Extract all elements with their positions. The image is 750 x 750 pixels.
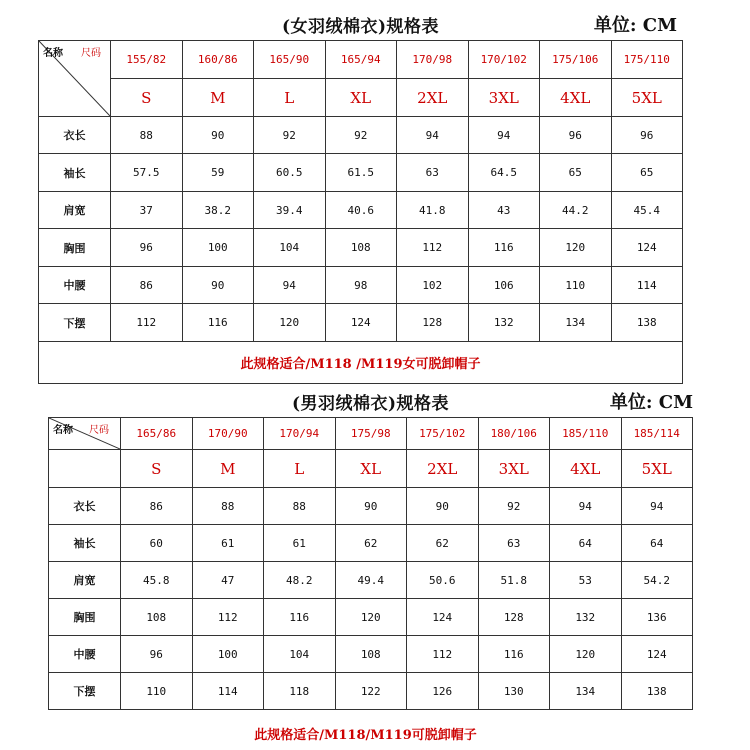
cell-value: 132 xyxy=(550,599,622,636)
cell-value: 90 xyxy=(182,267,254,304)
cell-value: 134 xyxy=(550,673,622,710)
cell-value: 130 xyxy=(478,673,550,710)
men-code: 170/90 xyxy=(192,418,264,450)
cell-value: 65 xyxy=(611,154,683,192)
cell-value: 51.8 xyxy=(478,562,550,599)
cell-value: 49.4 xyxy=(335,562,407,599)
men-note: 此规格适合/M118/M119可脱卸帽子 xyxy=(254,728,477,743)
cell-value: 43 xyxy=(468,192,540,229)
men-code: 175/102 xyxy=(407,418,479,450)
cell-value: 94 xyxy=(254,267,326,304)
cell-value: 124 xyxy=(621,636,693,673)
cell-value: 108 xyxy=(335,636,407,673)
cell-value: 57.5 xyxy=(111,154,183,192)
men-code: 180/106 xyxy=(478,418,550,450)
cell-value: 112 xyxy=(407,636,479,673)
cell-value: 104 xyxy=(254,229,326,267)
cell-value: 88 xyxy=(192,488,264,525)
cell-value: 96 xyxy=(111,229,183,267)
cell-value: 106 xyxy=(468,267,540,304)
table-row xyxy=(39,267,683,304)
women-corner-cell xyxy=(39,41,111,117)
cell-value: 124 xyxy=(407,599,479,636)
cell-value: 122 xyxy=(335,673,407,710)
women-corner-size: 尺码 xyxy=(81,48,101,59)
women-note: 此规格适合/M118 /M119女可脱卸帽子 xyxy=(39,342,683,384)
cell-value: 96 xyxy=(540,117,612,154)
women-size: L xyxy=(254,79,326,117)
cell-value: 90 xyxy=(407,488,479,525)
men-size: L xyxy=(264,450,336,488)
row-label: 袖长 xyxy=(49,525,121,562)
cell-value: 44.2 xyxy=(540,192,612,229)
cell-value: 63 xyxy=(397,154,469,192)
cell-value: 94 xyxy=(468,117,540,154)
men-corner-size: 尺码 xyxy=(89,425,109,436)
men-size: XL xyxy=(335,450,407,488)
cell-value: 86 xyxy=(111,267,183,304)
cell-value: 112 xyxy=(397,229,469,267)
table-row xyxy=(49,488,693,525)
cell-value: 90 xyxy=(182,117,254,154)
cell-value: 96 xyxy=(121,636,193,673)
row-label: 中腰 xyxy=(49,636,121,673)
women-code: 170/102 xyxy=(468,41,540,79)
cell-value: 110 xyxy=(121,673,193,710)
women-size-row xyxy=(39,79,683,117)
women-size-chart xyxy=(38,6,683,384)
cell-value: 65 xyxy=(540,154,612,192)
cell-value: 120 xyxy=(550,636,622,673)
row-label: 中腰 xyxy=(39,267,111,304)
cell-value: 61.5 xyxy=(325,154,397,192)
cell-value: 92 xyxy=(325,117,397,154)
cell-value: 88 xyxy=(264,488,336,525)
cell-value: 116 xyxy=(468,229,540,267)
table-row xyxy=(49,599,693,636)
men-code: 175/98 xyxy=(335,418,407,450)
cell-value: 120 xyxy=(540,229,612,267)
row-label: 衣长 xyxy=(49,488,121,525)
cell-value: 138 xyxy=(621,673,693,710)
row-label: 胸围 xyxy=(49,599,121,636)
women-corner-name: 名称 xyxy=(43,48,63,59)
men-code-row xyxy=(49,418,693,450)
cell-value: 116 xyxy=(478,636,550,673)
women-code: 165/94 xyxy=(325,41,397,79)
cell-value: 45.4 xyxy=(611,192,683,229)
men-code: 170/94 xyxy=(264,418,336,450)
women-code-row xyxy=(39,41,683,79)
cell-value: 62 xyxy=(335,525,407,562)
cell-value: 94 xyxy=(550,488,622,525)
cell-value: 124 xyxy=(325,304,397,342)
cell-value: 96 xyxy=(611,117,683,154)
cell-value: 92 xyxy=(254,117,326,154)
cell-value: 104 xyxy=(264,636,336,673)
men-unit-label: 单位: CM xyxy=(609,392,693,413)
cell-value: 112 xyxy=(111,304,183,342)
women-title-row xyxy=(38,6,683,40)
cell-value: 116 xyxy=(182,304,254,342)
cell-value: 88 xyxy=(111,117,183,154)
table-row xyxy=(49,525,693,562)
cell-value: 100 xyxy=(182,229,254,267)
table-row xyxy=(39,117,683,154)
cell-value: 90 xyxy=(335,488,407,525)
men-size: M xyxy=(192,450,264,488)
cell-value: 128 xyxy=(397,304,469,342)
row-label: 衣长 xyxy=(39,117,111,154)
table-row xyxy=(49,636,693,673)
women-spec-table xyxy=(38,40,683,384)
cell-value: 112 xyxy=(192,599,264,636)
cell-value: 53 xyxy=(550,562,622,599)
women-size: 3XL xyxy=(468,79,540,117)
women-code: 175/110 xyxy=(611,41,683,79)
women-size: 4XL xyxy=(540,79,612,117)
women-code: 175/106 xyxy=(540,41,612,79)
table-row xyxy=(39,192,683,229)
men-size-row xyxy=(49,450,693,488)
cell-value: 64 xyxy=(550,525,622,562)
cell-value: 124 xyxy=(611,229,683,267)
women-note-row xyxy=(39,342,683,384)
men-corner-name: 名称 xyxy=(53,425,73,436)
row-label: 下摆 xyxy=(49,673,121,710)
cell-value: 62 xyxy=(407,525,479,562)
cell-value: 61 xyxy=(264,525,336,562)
women-chart-title: (女羽绒棉衣)规格表 xyxy=(281,17,440,37)
women-code: 165/90 xyxy=(254,41,326,79)
cell-value: 59 xyxy=(182,154,254,192)
table-row xyxy=(39,304,683,342)
cell-value: 134 xyxy=(540,304,612,342)
women-size: M xyxy=(182,79,254,117)
men-code: 185/110 xyxy=(550,418,622,450)
cell-value: 40.6 xyxy=(325,192,397,229)
cell-value: 38.2 xyxy=(182,192,254,229)
men-chart-title: (男羽绒棉衣)规格表 xyxy=(291,394,450,414)
women-code: 155/82 xyxy=(111,41,183,79)
cell-value: 110 xyxy=(540,267,612,304)
cell-value: 128 xyxy=(478,599,550,636)
cell-value: 138 xyxy=(611,304,683,342)
cell-value: 63 xyxy=(478,525,550,562)
cell-value: 116 xyxy=(264,599,336,636)
cell-value: 54.2 xyxy=(621,562,693,599)
men-size: S xyxy=(121,450,193,488)
table-row xyxy=(39,154,683,192)
women-size: S xyxy=(111,79,183,117)
cell-value: 114 xyxy=(611,267,683,304)
men-size: 5XL xyxy=(621,450,693,488)
cell-value: 64.5 xyxy=(468,154,540,192)
cell-value: 108 xyxy=(121,599,193,636)
cell-value: 94 xyxy=(621,488,693,525)
row-label: 肩宽 xyxy=(49,562,121,599)
cell-value: 108 xyxy=(325,229,397,267)
men-size: 2XL xyxy=(407,450,479,488)
men-corner-cell xyxy=(49,418,121,450)
men-code: 165/86 xyxy=(121,418,193,450)
row-label: 胸围 xyxy=(39,229,111,267)
table-row xyxy=(49,562,693,599)
women-code: 160/86 xyxy=(182,41,254,79)
men-size: 4XL xyxy=(550,450,622,488)
cell-value: 100 xyxy=(192,636,264,673)
cell-value: 39.4 xyxy=(254,192,326,229)
row-label: 袖长 xyxy=(39,154,111,192)
row-label: 下摆 xyxy=(39,304,111,342)
women-size: 5XL xyxy=(611,79,683,117)
women-size: 2XL xyxy=(397,79,469,117)
cell-value: 126 xyxy=(407,673,479,710)
cell-value: 45.8 xyxy=(121,562,193,599)
cell-value: 132 xyxy=(468,304,540,342)
cell-value: 86 xyxy=(121,488,193,525)
cell-value: 50.6 xyxy=(407,562,479,599)
cell-value: 37 xyxy=(111,192,183,229)
men-spec-table xyxy=(48,417,693,710)
men-size: 3XL xyxy=(478,450,550,488)
cell-value: 136 xyxy=(621,599,693,636)
cell-value: 120 xyxy=(335,599,407,636)
men-title-row xyxy=(48,383,693,417)
cell-value: 114 xyxy=(192,673,264,710)
cell-value: 60 xyxy=(121,525,193,562)
cell-value: 94 xyxy=(397,117,469,154)
cell-value: 120 xyxy=(254,304,326,342)
table-row xyxy=(39,229,683,267)
cell-value: 61 xyxy=(192,525,264,562)
women-unit-label: 单位: CM xyxy=(593,15,677,36)
men-size-blank xyxy=(49,450,121,488)
cell-value: 60.5 xyxy=(254,154,326,192)
cell-value: 92 xyxy=(478,488,550,525)
cell-value: 48.2 xyxy=(264,562,336,599)
cell-value: 47 xyxy=(192,562,264,599)
men-code: 185/114 xyxy=(621,418,693,450)
cell-value: 98 xyxy=(325,267,397,304)
men-size-chart xyxy=(48,383,693,743)
cell-value: 118 xyxy=(264,673,336,710)
row-label: 肩宽 xyxy=(39,192,111,229)
cell-value: 64 xyxy=(621,525,693,562)
table-row xyxy=(49,673,693,710)
women-code: 170/98 xyxy=(397,41,469,79)
cell-value: 102 xyxy=(397,267,469,304)
women-size: XL xyxy=(325,79,397,117)
cell-value: 41.8 xyxy=(397,192,469,229)
